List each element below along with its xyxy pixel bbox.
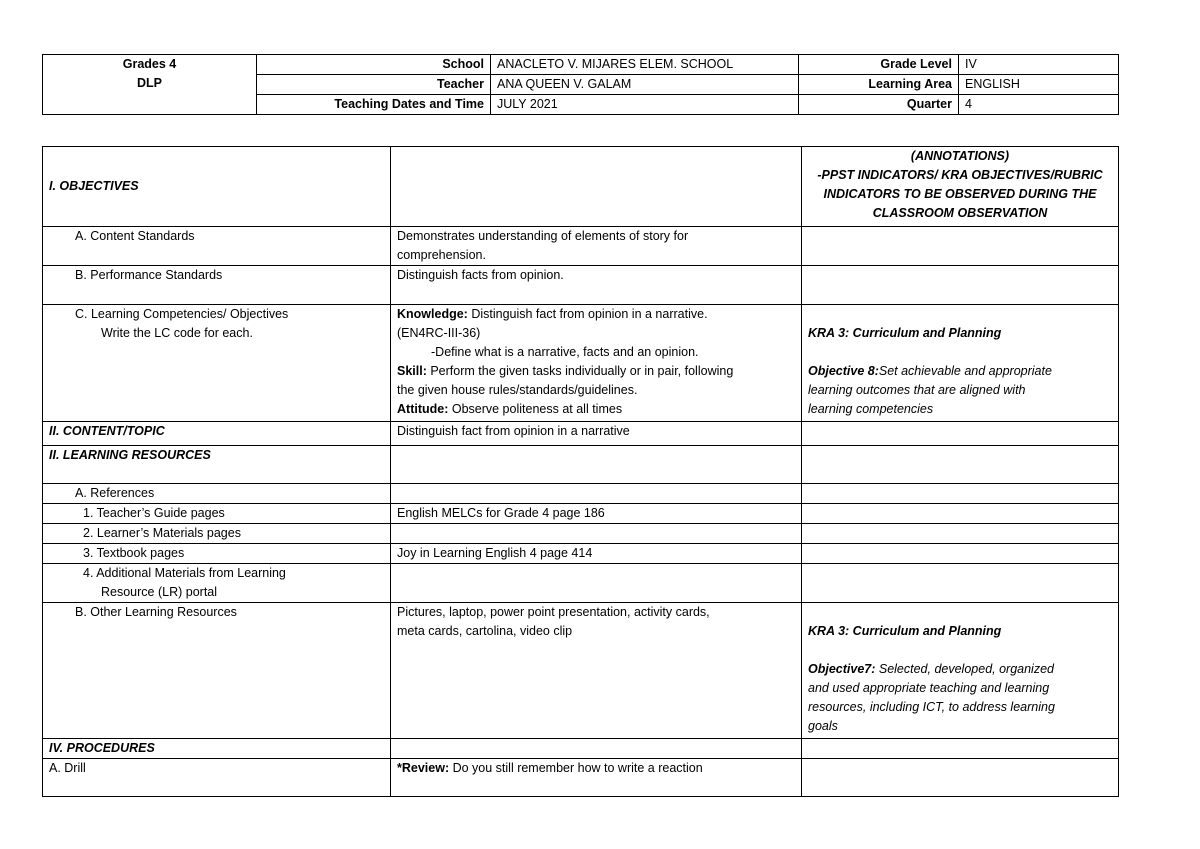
objective-7-label: Objective7: [808, 662, 876, 676]
procedures-heading: IV. PROCEDURES [43, 739, 391, 759]
objectives-heading: I. OBJECTIVES [43, 147, 391, 227]
other-resources-line: Pictures, laptop, power point presentation, activity cards, [397, 605, 710, 619]
knowledge-label: Knowledge: [397, 307, 468, 321]
references-value [391, 484, 802, 504]
grade-cell [43, 55, 257, 115]
textbook-pages-value: Joy in Learning English 4 page 414 [391, 544, 802, 564]
teacher-label: Teacher [257, 75, 491, 95]
additional-materials-value [391, 564, 802, 603]
dates-value: JULY 2021 [491, 95, 799, 115]
additional-materials-label [43, 564, 391, 603]
kra-objective-line: resources, including ICT, to address learning [808, 700, 1055, 714]
learners-materials-label: 2. Learner’s Materials pages [43, 524, 391, 544]
textbook-pages-label: 3. Textbook pages [43, 544, 391, 564]
additional-materials-annotation [802, 564, 1119, 603]
learning-area-value: ENGLISH [959, 75, 1119, 95]
learning-competencies-label [43, 305, 391, 422]
skill-line [397, 362, 795, 381]
additional-materials-line: Resource (LR) portal [101, 585, 218, 599]
define-line: -Define what is a narrative, facts and an opinion. [431, 345, 699, 359]
learners-materials-annotation [802, 524, 1119, 544]
annotations-line: CLASSROOM OBSERVATION [872, 206, 1048, 220]
kra-objective-line: and used appropriate teaching and learning [808, 681, 1050, 695]
teachers-guide-value: English MELCs for Grade 4 page 186 [391, 504, 802, 524]
procedures-empty [391, 739, 802, 759]
skill-line-2: the given house rules/standards/guidelines. [397, 383, 638, 397]
objective-7-text: Selected, developed, organized [875, 662, 1054, 676]
content-standards-line: Demonstrates understanding of elements of story for [397, 229, 689, 243]
teachers-guide-annotation [802, 504, 1119, 524]
references-annotation [802, 484, 1119, 504]
content-standards-annotation [802, 227, 1119, 266]
review-label: *Review: [397, 761, 450, 775]
lc-label-line: Write the LC code for each. [101, 326, 253, 340]
kra-objective-8-cell [802, 305, 1119, 422]
learning-competencies-value [391, 305, 802, 422]
kra-objective-line: goals [808, 719, 838, 733]
attitude-text: Observe politeness at all times [448, 402, 623, 416]
annotations-line: INDICATORS TO BE OBSERVED DURING THE [823, 187, 1097, 201]
drill-label: A. Drill [43, 759, 391, 797]
dlp-text: DLP [137, 76, 162, 90]
learning-resources-heading: II. LEARNING RESOURCES [43, 446, 391, 484]
references-label: A. References [43, 484, 391, 504]
content-standards-line: comprehension. [397, 248, 486, 262]
performance-standards-annotation [802, 266, 1119, 305]
grade-level-value: IV [959, 55, 1119, 75]
content-topic-annotation [802, 422, 1119, 446]
review-text: Do you still remember how to write a reaction [449, 761, 703, 775]
textbook-pages-annotation [802, 544, 1119, 564]
procedures-annotation [802, 739, 1119, 759]
lc-code: (EN4RC-III-36) [397, 326, 481, 340]
knowledge-text: Distinguish fact from opinion in a narrative. [467, 307, 708, 321]
skill-label: Skill: [397, 364, 427, 378]
kra-objective-line: learning competencies [808, 402, 934, 416]
content-topic-value: Distinguish fact from opinion in a narrative [391, 422, 802, 446]
additional-materials-line: 4. Additional Materials from Learning [83, 566, 286, 580]
performance-standards-value: Distinguish facts from opinion. [391, 266, 802, 305]
learning-resources-annotation [802, 446, 1119, 484]
skill-text: Perform the given tasks individually or in pair, following [426, 364, 734, 378]
objectives-empty-cell [391, 147, 802, 227]
kra-objective-line [808, 362, 1112, 381]
school-label: School [257, 55, 491, 75]
attitude-label: Attitude: [397, 402, 449, 416]
kra-title: KRA 3: Curriculum and Planning [808, 624, 1002, 638]
annotations-line: -PPST INDICATORS/ KRA OBJECTIVES/RUBRIC [817, 168, 1103, 182]
kra-objective-line [808, 660, 1112, 679]
other-resources-label: B. Other Learning Resources [43, 603, 391, 739]
content-topic-heading: II. CONTENT/TOPIC [43, 422, 391, 446]
lc-label-line: C. Learning Competencies/ Objectives [75, 307, 289, 321]
grade-text: Grades 4 [122, 57, 177, 71]
drill-annotation [802, 759, 1119, 797]
grade-level-label: Grade Level [799, 55, 959, 75]
other-resources-value [391, 603, 802, 739]
kra-title: KRA 3: Curriculum and Planning [808, 326, 1002, 340]
annotations-line: (ANNOTATIONS) [910, 149, 1010, 163]
school-value: ANACLETO V. MIJARES ELEM. SCHOOL [491, 55, 799, 75]
kra-objective-7-cell [802, 603, 1119, 739]
kra-objective-line: learning outcomes that are aligned with [808, 383, 1026, 397]
teachers-guide-label: 1. Teacher’s Guide pages [43, 504, 391, 524]
knowledge-line [397, 305, 795, 324]
objective-8-text: Set achievable and appropriate [878, 364, 1052, 378]
other-resources-line: meta cards, cartolina, video clip [397, 624, 573, 638]
objective-8-label: Objective 8: [808, 364, 879, 378]
header-table [42, 54, 1119, 115]
dates-label: Teaching Dates and Time [257, 95, 491, 115]
dlp-table [42, 146, 1119, 797]
drill-value [391, 759, 802, 797]
annotations-cell [802, 147, 1119, 227]
attitude-line [397, 400, 795, 419]
content-standards-value [391, 227, 802, 266]
learners-materials-value [391, 524, 802, 544]
performance-standards-label: B. Performance Standards [43, 266, 391, 305]
quarter-label: Quarter [799, 95, 959, 115]
learning-area-label: Learning Area [799, 75, 959, 95]
learning-resources-empty [391, 446, 802, 484]
quarter-value: 4 [959, 95, 1119, 115]
content-standards-label: A. Content Standards [43, 227, 391, 266]
teacher-value: ANA QUEEN V. GALAM [491, 75, 799, 95]
